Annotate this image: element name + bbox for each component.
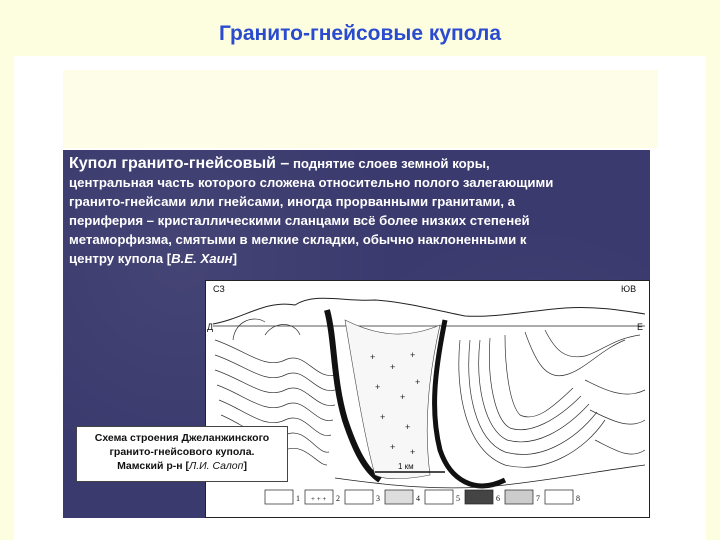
legend-label-8: 8 bbox=[576, 494, 580, 503]
slide-header-strip bbox=[63, 70, 658, 148]
caption-line-2: гранито-гнейсового купола. bbox=[109, 446, 255, 458]
definition-text bbox=[69, 154, 624, 268]
label-se: ЮВ bbox=[621, 284, 637, 294]
svg-text:+: + bbox=[400, 392, 406, 402]
svg-text:+: + bbox=[390, 442, 396, 452]
scale-label: 1 км bbox=[398, 462, 414, 471]
legend-label-5: 5 bbox=[456, 494, 460, 503]
svg-text:+ + +: + + + bbox=[311, 495, 327, 503]
legend-swatch-8 bbox=[545, 490, 573, 504]
legend-label-7: 7 bbox=[536, 494, 540, 503]
definition-end: ] bbox=[232, 251, 238, 266]
svg-text:+: + bbox=[410, 447, 416, 457]
definition-author: В.Е. Хаин bbox=[171, 251, 233, 266]
slide-panel bbox=[63, 150, 650, 518]
definition-line-3: гранито-гнейсами или гнейсами, иногда прорванными гранитами, а bbox=[69, 194, 515, 209]
legend-label-6: 6 bbox=[496, 494, 500, 503]
svg-text:+: + bbox=[410, 350, 416, 360]
definition-line-5: метаморфизма, смятыми в мелкие складки, обычно наклоненными к bbox=[69, 232, 527, 247]
svg-text:+: + bbox=[375, 382, 381, 392]
caption-line-1: Схема строения Джеланжинского bbox=[94, 432, 270, 444]
definition-term: Купол гранито-гнейсовый – bbox=[69, 155, 290, 172]
label-nw: СЗ bbox=[213, 284, 225, 294]
legend-swatch-3 bbox=[345, 490, 373, 504]
caption-author: Л.И. Салоп bbox=[189, 460, 244, 472]
definition-line-6: центру купола [ bbox=[69, 251, 172, 266]
legend-swatch-1 bbox=[265, 490, 293, 504]
svg-text:+: + bbox=[405, 422, 411, 432]
caption-line-3-end: ] bbox=[243, 460, 247, 472]
legend-label-1: 1 bbox=[296, 494, 300, 503]
label-d: Д bbox=[207, 322, 214, 332]
legend-swatch-4 bbox=[385, 490, 413, 504]
definition-line-2: центральная часть которого сложена относительно полого залегающими bbox=[69, 175, 554, 190]
definition-line-4: периферия – кристаллическими сланцами всё более низких степеней bbox=[69, 213, 530, 228]
legend-label-2: 2 bbox=[336, 494, 340, 503]
page-title: Гранито-гнейсовые купола bbox=[218, 22, 502, 45]
legend-label-4: 4 bbox=[416, 494, 420, 503]
diagram-caption bbox=[76, 426, 288, 482]
definition-line-1: поднятие слоев земной коры, bbox=[289, 156, 490, 171]
svg-text:+: + bbox=[380, 412, 386, 422]
dome-cross-section-diagram bbox=[205, 280, 650, 518]
dome-cross-section-drawing bbox=[205, 280, 650, 518]
legend-swatch-6 bbox=[465, 490, 493, 504]
legend-label-3: 3 bbox=[376, 494, 380, 503]
caption-line-3: Мамский р-н [ bbox=[117, 460, 189, 472]
label-e: Е bbox=[637, 322, 644, 332]
svg-text:+: + bbox=[370, 352, 376, 362]
legend-swatch-5 bbox=[425, 490, 453, 504]
svg-text:+: + bbox=[415, 377, 421, 387]
legend-swatch-7 bbox=[505, 490, 533, 504]
svg-text:+: + bbox=[390, 362, 396, 372]
